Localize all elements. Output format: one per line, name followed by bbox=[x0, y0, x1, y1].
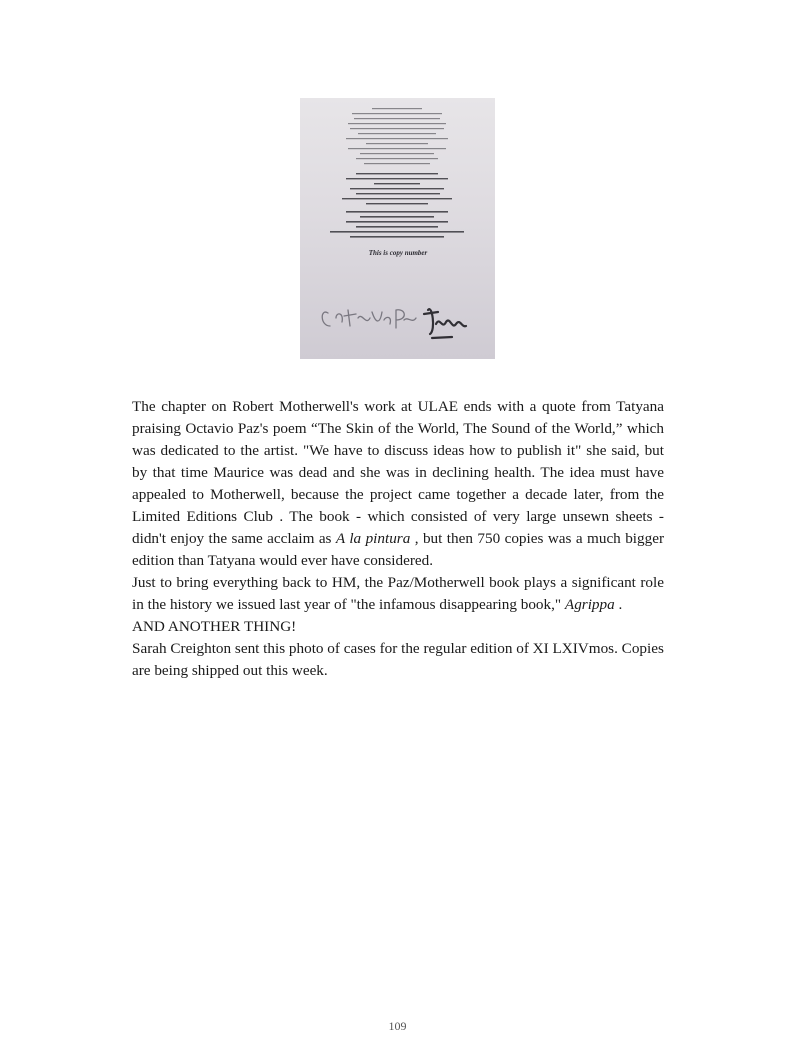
paragraph-agrippa-text-2: . bbox=[614, 596, 623, 613]
article-text bbox=[132, 396, 664, 682]
paragraph-cases-photo: Sarah Creighton sent this photo of cases for the regular edition of XI LXIVmos. Copies are being shipped out this week. bbox=[132, 640, 664, 679]
heading-another-thing: AND ANOTHER THING! bbox=[132, 618, 297, 635]
handwritten-signatures bbox=[322, 309, 466, 338]
copy-number-line: This is copy number bbox=[368, 249, 428, 257]
book-title-a-la-pintura: A la pintura bbox=[335, 530, 411, 547]
colophon-photo bbox=[300, 98, 495, 359]
paragraph-motherwell bbox=[132, 396, 664, 572]
book-title-agrippa: Agrippa bbox=[564, 596, 615, 613]
paragraph-motherwell-text-2: , but then 750 copies was a much bigger edition than Tatyana would ever have considered. bbox=[132, 530, 665, 569]
colophon-text-lines bbox=[346, 108, 448, 164]
page-number: 109 bbox=[388, 1019, 407, 1033]
colophon-edition-lines bbox=[330, 173, 464, 238]
paragraph-agrippa-text-1: Just to bring everything back to HM, the Paz/Motherwell book plays a significant role in the history we issued last year of "the infamous disappearing book," bbox=[132, 574, 664, 613]
paragraph-agrippa bbox=[132, 572, 664, 616]
paragraph-motherwell-text-1: The chapter on Robert Motherwell's work at ULAE ends with a quote from Tatyana praising Octavio Paz's poem “The Skin of the World, The Sound of the World,” which was dedicated to the artist. "We have to discuss ideas how to publish it" she said, but by that time Maurice was dead and she was in declining health. The idea must have appealed to Motherwell, because the project came together a decade later, from the Limited Editions Club . The book - which consisted of very large unsewn sheets - didn't enjoy the same acclaim as bbox=[132, 398, 664, 547]
colophon-page-illustration bbox=[300, 98, 495, 359]
